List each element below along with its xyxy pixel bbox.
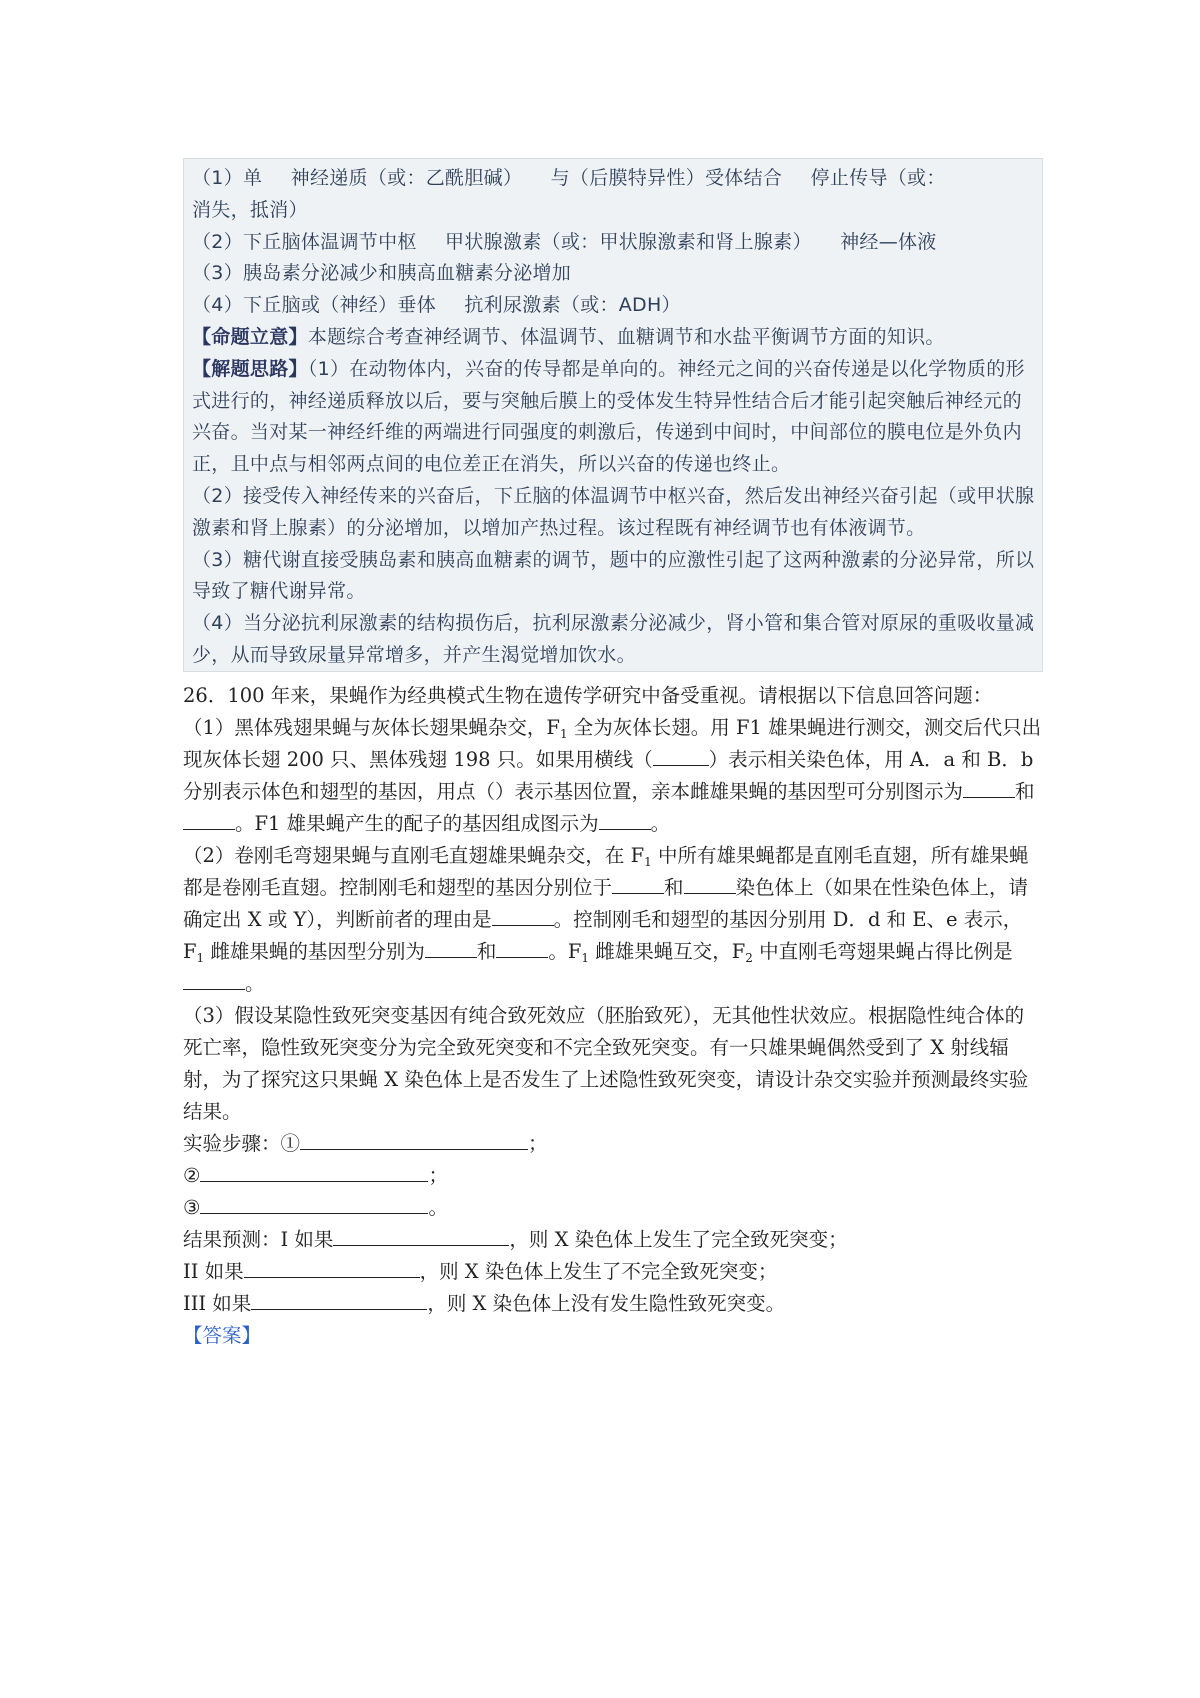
step-2-end: ； (428, 1164, 448, 1187)
question-intro: 26．100 年来，果蝇作为经典模式生物在遗传学研究中备受重视。请根据以下信息回答问题： (183, 684, 993, 707)
subscript: 1 (559, 727, 568, 741)
answer-blank[interactable] (200, 1193, 428, 1214)
answer-1-part-c: 与（后膜特异性）受体结合 (550, 167, 783, 189)
q2-text-g: 和 (476, 940, 497, 963)
idea-paragraph-1 (192, 354, 1036, 481)
subscript: 1 (644, 855, 652, 869)
answer-blank[interactable] (612, 873, 664, 894)
answer-blank[interactable] (653, 745, 709, 766)
q2-text-k: 。 (245, 972, 265, 995)
result-3-end: ，则 X 染色体上没有发生隐性致死突变。 (427, 1292, 786, 1315)
answer-blank[interactable] (684, 873, 736, 894)
experiment-step-1 (183, 1128, 1043, 1160)
q1-text-b: 全为灰体长翅。用 F1 雄果蝇进行测交，测交后代只出现灰体长翅 200 只、黑体残翅 198 只。如果用横线（ (183, 716, 1042, 771)
result-prediction-3 (183, 1288, 1043, 1320)
q1-text-d: 和 (1015, 780, 1035, 803)
answer-line-5 (192, 290, 1036, 322)
intent-text: 本题综合考查神经调节、体温调节、血糖调节和水盐平衡调节方面的知识。 (307, 325, 945, 348)
intent-label: 【命题立意】 (192, 325, 308, 348)
answer-blank[interactable] (492, 905, 554, 926)
idea-text-1: （1）在动物体内，兴奋的传导都是单向的。神经元之间的兴奋传递是以化学物质的形式进行的，神经递质释放以后，要与突触后膜上的受体发生特异性结合后才能引起突触后神经元的兴奋。当对某一神经纤维的两端进行同强度的刺激后，传递到中间时，中间部位的膜电位是外负内正，且中点与相邻两点间的电位差正在消失，所以兴奋的传递也终止。 (192, 357, 1025, 476)
question-26 (183, 680, 1043, 1352)
step-3-label: ③ (183, 1196, 201, 1219)
result-1-end: ，则 X 染色体上发生了完全致死突变； (509, 1228, 848, 1251)
question-part-2 (183, 840, 1043, 1000)
answer-blank[interactable] (183, 809, 235, 830)
subscript: 1 (581, 951, 590, 965)
idea-paragraph-2: （2）接受传入神经传来的兴奋后，下丘脑的体温调节中枢兴奋，然后发出神经兴奋引起（或甲状腺激素和肾上腺素）的分泌增加，以增加产热过程。该过程既有神经调节也有体液调节。 (192, 484, 1035, 539)
step-1-end: ； (528, 1132, 548, 1155)
answer-2-part-b: 甲状腺激素（或：甲状腺激素和肾上腺素） (445, 230, 812, 253)
answer-blank[interactable] (333, 1225, 509, 1246)
answer-4-part-b: 抗利尿激素（或：ADH） (464, 294, 681, 317)
answer-2-part-a: （2）下丘脑体温调节中枢 (192, 230, 417, 253)
q1-text-c: ）表示相关染色体，用 A．a 和 B．b 分别表示体色和翅型的基因，用点（）表示基因位置，亲本雌雄果蝇的基因型可分别图示为 (183, 748, 1034, 803)
q2-text-b: 中所有雄果蝇都是直刚毛直翅，所有雄果蝇都是卷刚毛直翅。控制刚毛和翅型的基因分别位于 (183, 844, 1029, 899)
experiment-step-3 (183, 1192, 1043, 1224)
answer-blank[interactable] (963, 777, 1015, 798)
step-3-end: 。 (428, 1196, 448, 1219)
result-3-label: III 如果 (183, 1292, 252, 1315)
answer-2-part-c: 神经—体液 (840, 230, 937, 253)
question-part-1 (183, 712, 1043, 840)
answer-blank[interactable] (200, 1161, 428, 1182)
q1-text-a: （1）黑体残翅果蝇与灰体长翅果蝇杂交，F (183, 716, 560, 739)
q2-text-c: 和 (664, 876, 684, 899)
q2-text-f: 雌雄果蝇的基因型分别为 (204, 940, 425, 963)
step-label: 实验步骤：① (183, 1132, 301, 1155)
answer-1-part-b: 神经递质（或：乙酰胆碱） (290, 167, 523, 189)
idea-label: 【解题思路】 (192, 357, 308, 380)
result-2-end: ，则 X 染色体上发生了不完全致死突变； (419, 1260, 778, 1283)
q2-text-d: 染色体上（如果在性染色体上，请确定出 X 或 Y），判断前者的理由是 (183, 876, 1029, 931)
q2-text-a: （2）卷刚毛弯翅果蝇与直刚毛直翅雄果蝇杂交，在 F (183, 844, 645, 867)
answer-4-part-a: （4）下丘脑或（神经）垂体 (192, 294, 436, 317)
answer-blank[interactable] (496, 937, 548, 958)
result-prediction-1 (183, 1224, 1043, 1256)
answer-blank[interactable] (183, 969, 245, 990)
step-2-label: ② (183, 1164, 201, 1187)
q2-text-i: 雌雄果蝇互交，F (589, 940, 746, 963)
answer-blank[interactable] (244, 1257, 420, 1278)
answer-line-4: （3）胰岛素分泌减少和胰高血糖素分泌增加 (192, 262, 572, 285)
scanned-answer-image (183, 158, 1043, 672)
answer-1-part-a: （1）单 (192, 167, 263, 189)
answer-heading: 【答案】 (183, 1324, 262, 1347)
q1-text-e: 。F1 雄果蝇产生的配子的基因组成图示为 (235, 812, 599, 835)
intent-line (192, 322, 1036, 354)
answer-1-part-d: 停止传导（或： (810, 167, 946, 189)
answer-blank[interactable] (300, 1129, 528, 1150)
answer-line-3 (192, 227, 1036, 259)
experiment-step-2 (183, 1160, 1043, 1192)
q1-text-f: 。 (650, 812, 671, 835)
subscript: 2 (745, 951, 753, 965)
answer-line-1 (192, 163, 1036, 195)
q2-text-e: 。控制刚毛和翅型的基因分别用 D．d 和 E、e 表示，F (183, 908, 1023, 963)
result-prediction-2 (183, 1256, 1043, 1288)
result-label: 结果预测：I 如果 (183, 1228, 334, 1251)
answer-blank[interactable] (599, 809, 651, 830)
answer-blank[interactable] (251, 1289, 427, 1310)
result-2-label: II 如果 (183, 1260, 244, 1283)
idea-paragraph-4: （4）当分泌抗利尿激素的结构损伤后，抗利尿激素分泌减少，肾小管和集合管对原尿的重吸收量减少，从而导致尿量异常增多，并产生渴觉增加饮水。 (192, 612, 1035, 666)
idea-paragraph-3: （3）糖代谢直接受胰岛素和胰高血糖素的调节，题中的应激性引起了这两种激素的分泌异常，所以导致了糖代谢异常。 (192, 548, 1035, 603)
question-part-3: （3）假设某隐性致死突变基因有纯合致死效应（胚胎致死），无其他性状效应。根据隐性纯合体的死亡率，隐性致死突变分为完全致死突变和不完全致死突变。有一只雄果蝇偶然受到了 X 射线辐射，为了探究这只果蝇 X 染色体上是否发生了上述隐性致死突变，请设计杂交实验并预测最终实验结果。 (183, 1004, 1029, 1123)
q2-text-h: 。F (548, 940, 582, 963)
subscript: 1 (196, 951, 205, 965)
answer-line-2: 消失，抵消） (192, 198, 308, 221)
answer-blank[interactable] (425, 937, 477, 958)
q2-text-j: 中直刚毛弯翅果蝇占得比例是 (752, 940, 1013, 963)
